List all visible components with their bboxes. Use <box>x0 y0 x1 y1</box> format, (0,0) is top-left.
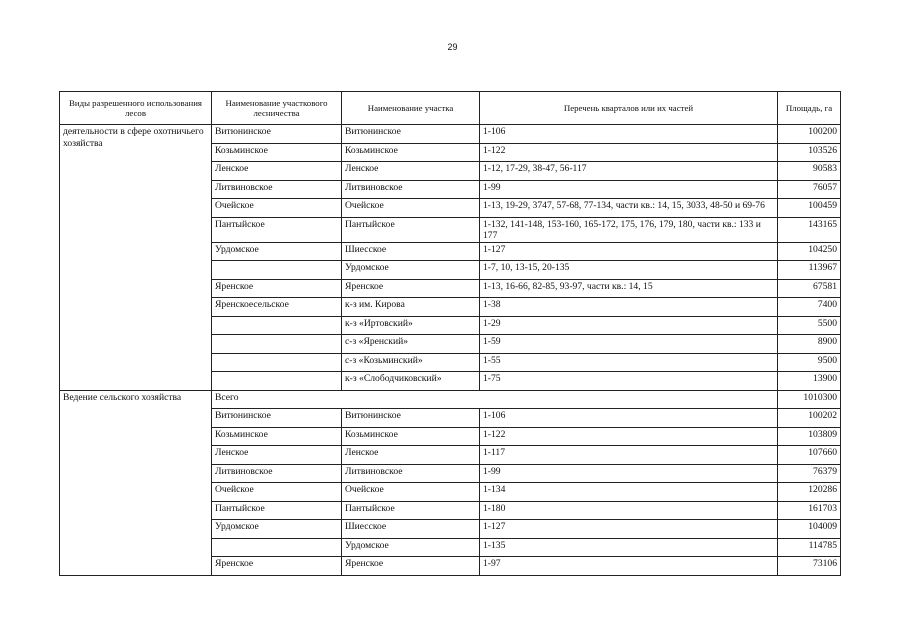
district-cell: Урдомское <box>212 242 342 261</box>
quarters-cell: 1-127 <box>480 242 778 261</box>
area-cell: 103809 <box>778 427 841 446</box>
district-cell <box>212 353 342 372</box>
district-cell: Витюнинское <box>212 125 342 144</box>
table-row <box>60 125 841 144</box>
header-row <box>60 92 841 125</box>
district-cell <box>212 335 342 354</box>
section-cell: с-з «Козьминский» <box>342 353 480 372</box>
area-cell: 104250 <box>778 242 841 261</box>
area-cell: 114785 <box>778 538 841 557</box>
section-cell: Очейское <box>342 199 480 218</box>
header-district: Наименование участкового лесничества <box>212 92 342 125</box>
area-cell: 76379 <box>778 464 841 483</box>
area-cell: 100459 <box>778 199 841 218</box>
quarters-cell: 1-13, 19-29, 3747, 57-68, 77-134, части кв.: 14, 15, 3033, 48-50 и 69-76 <box>480 199 778 218</box>
quarters-cell: 1-59 <box>480 335 778 354</box>
area-cell: 143165 <box>778 217 841 242</box>
quarters-cell: 1-122 <box>480 143 778 162</box>
area-cell: 100200 <box>778 125 841 144</box>
total-row <box>60 390 841 409</box>
district-cell: Яренское <box>212 279 342 298</box>
section-cell: Литвиновское <box>342 180 480 199</box>
section-cell: Шиесское <box>342 242 480 261</box>
quarters-cell: 1-117 <box>480 446 778 465</box>
total-label-cell: Всего <box>212 390 778 409</box>
quarters-cell: 1-75 <box>480 372 778 391</box>
quarters-cell: 1-134 <box>480 483 778 502</box>
area-cell: 120286 <box>778 483 841 502</box>
header-section: Наименование участка <box>342 92 480 125</box>
section-cell: к-з «Слободчиковский» <box>342 372 480 391</box>
area-cell: 104009 <box>778 520 841 539</box>
district-cell: Пантыйское <box>212 217 342 242</box>
section-cell: к-з «Иртовский» <box>342 316 480 335</box>
district-cell: Пантыйское <box>212 501 342 520</box>
section-cell: Ленское <box>342 162 480 181</box>
district-cell: Литвиновское <box>212 180 342 199</box>
quarters-cell: 1-99 <box>480 180 778 199</box>
area-cell: 13900 <box>778 372 841 391</box>
table-header <box>60 92 841 125</box>
area-cell: 5500 <box>778 316 841 335</box>
district-cell: Козьминское <box>212 143 342 162</box>
section-cell: Очейское <box>342 483 480 502</box>
district-cell: Литвиновское <box>212 464 342 483</box>
section-cell: Яренское <box>342 557 480 576</box>
section-cell: Урдомское <box>342 538 480 557</box>
use-type-cell: Ведение сельского хозяйства <box>60 390 212 575</box>
section-cell: Козьминское <box>342 427 480 446</box>
section-cell: с-з «Яренский» <box>342 335 480 354</box>
use-type-cell: деятельности в сфере охотничьего хозяйства <box>60 125 212 391</box>
quarters-cell: 1-13, 16-66, 82-85, 93-97, части кв.: 14, 15 <box>480 279 778 298</box>
total-area-cell: 1010300 <box>778 390 841 409</box>
district-cell: Ленское <box>212 162 342 181</box>
section-cell: Ленское <box>342 446 480 465</box>
area-cell: 8900 <box>778 335 841 354</box>
section-cell: Урдомское <box>342 261 480 280</box>
quarters-cell: 1-29 <box>480 316 778 335</box>
section-cell: Витюнинское <box>342 125 480 144</box>
district-cell: Очейское <box>212 199 342 218</box>
district-cell: Яренское <box>212 557 342 576</box>
section-cell: Яренское <box>342 279 480 298</box>
quarters-cell: 1-97 <box>480 557 778 576</box>
section-cell: Литвиновское <box>342 464 480 483</box>
area-cell: 90583 <box>778 162 841 181</box>
quarters-cell: 1-106 <box>480 125 778 144</box>
page-number: 29 <box>447 42 458 52</box>
district-cell: Ленское <box>212 446 342 465</box>
area-cell: 67581 <box>778 279 841 298</box>
area-cell: 100202 <box>778 409 841 428</box>
quarters-cell: 1-38 <box>480 298 778 317</box>
section-cell: Козьминское <box>342 143 480 162</box>
area-cell: 76057 <box>778 180 841 199</box>
area-cell: 7400 <box>778 298 841 317</box>
district-cell <box>212 261 342 280</box>
quarters-cell: 1-12, 17-29, 38-47, 56-117 <box>480 162 778 181</box>
area-cell: 113967 <box>778 261 841 280</box>
quarters-cell: 1-180 <box>480 501 778 520</box>
header-quarters: Перечень кварталов или их частей <box>480 92 778 125</box>
area-cell: 103526 <box>778 143 841 162</box>
district-cell: Урдомское <box>212 520 342 539</box>
section-cell: Витюнинское <box>342 409 480 428</box>
header-area: Площадь, га <box>778 92 841 125</box>
quarters-cell: 1-127 <box>480 520 778 539</box>
section-cell: Пантыйское <box>342 501 480 520</box>
quarters-cell: 1-99 <box>480 464 778 483</box>
area-cell: 107660 <box>778 446 841 465</box>
quarters-cell: 1-132, 141-148, 153-160, 165-172, 175, 176, 179, 180, части кв.: 133 и 177 <box>480 217 778 242</box>
district-cell <box>212 316 342 335</box>
quarters-cell: 1-122 <box>480 427 778 446</box>
area-cell: 73106 <box>778 557 841 576</box>
district-cell: Козьминское <box>212 427 342 446</box>
district-cell: Очейское <box>212 483 342 502</box>
section-cell: Шиесское <box>342 520 480 539</box>
district-cell <box>212 372 342 391</box>
quarters-cell: 1-106 <box>480 409 778 428</box>
header-use-type: Виды разрешенного использования лесов <box>60 92 212 125</box>
district-cell: Яренскоесельское <box>212 298 342 317</box>
district-cell: Витюнинское <box>212 409 342 428</box>
forest-use-table <box>59 91 841 576</box>
area-cell: 161703 <box>778 501 841 520</box>
section-cell: Пантыйское <box>342 217 480 242</box>
section-cell: к-з им. Кирова <box>342 298 480 317</box>
table-body <box>60 125 841 576</box>
quarters-cell: 1-7, 10, 13-15, 20-135 <box>480 261 778 280</box>
quarters-cell: 1-55 <box>480 353 778 372</box>
quarters-cell: 1-135 <box>480 538 778 557</box>
district-cell <box>212 538 342 557</box>
area-cell: 9500 <box>778 353 841 372</box>
